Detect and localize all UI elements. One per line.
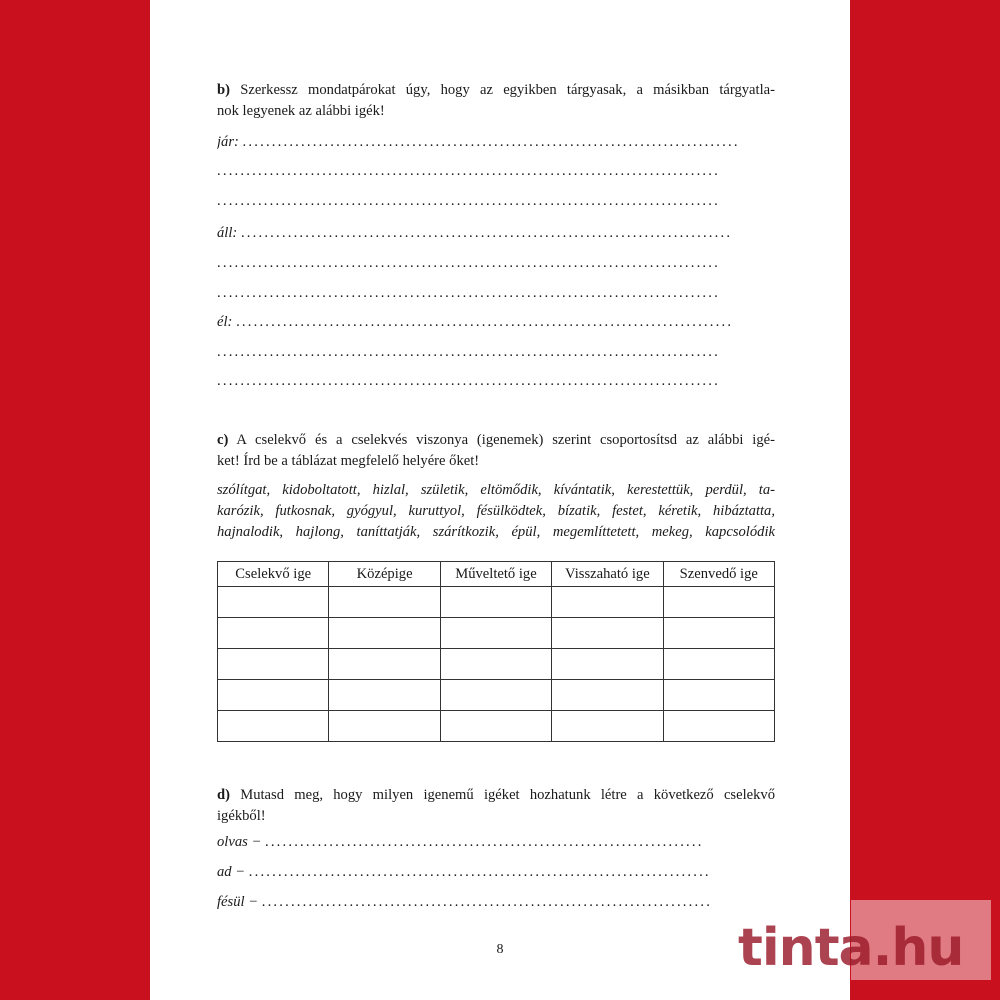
column-header: Műveltető ige bbox=[440, 562, 551, 587]
table-cell[interactable] bbox=[218, 680, 329, 711]
table-cell[interactable] bbox=[440, 711, 551, 742]
section-b-text-2: nok legyenek az alábbi igék! bbox=[217, 103, 385, 119]
answer-line[interactable]: ...................................................................................... bbox=[217, 373, 720, 389]
table-cell[interactable] bbox=[552, 618, 663, 649]
table-cell[interactable] bbox=[440, 587, 551, 618]
table-cell[interactable] bbox=[663, 649, 774, 680]
answer-line[interactable]: ...................................................................................... bbox=[217, 193, 720, 209]
table-cell[interactable] bbox=[440, 618, 551, 649]
section-c-text-1: A cselekvő és a cselekvés viszonya (igenemek) szerint csoportosítsd az alábbi igé- bbox=[236, 432, 775, 448]
column-header: Cselekvő ige bbox=[218, 562, 329, 587]
section-d-letter: d) bbox=[217, 787, 230, 803]
verb-list bbox=[217, 480, 775, 543]
answer-line[interactable]: jár: ..................................................................................... bbox=[217, 134, 740, 150]
table-cell[interactable] bbox=[552, 680, 663, 711]
table-cell[interactable] bbox=[218, 618, 329, 649]
table-cell[interactable] bbox=[663, 618, 774, 649]
table-cell[interactable] bbox=[552, 711, 663, 742]
answer-line[interactable]: ...................................................................................... bbox=[217, 285, 720, 301]
section-d-instruction bbox=[217, 785, 775, 827]
column-header: Visszaható ige bbox=[552, 562, 663, 587]
section-b-letter: b) bbox=[217, 82, 230, 98]
table-row bbox=[218, 587, 775, 618]
section-c-text-2: ket! Írd be a táblázat megfelelő helyére őket! bbox=[217, 453, 480, 469]
table-cell[interactable] bbox=[218, 587, 329, 618]
table-row bbox=[218, 711, 775, 742]
section-b-instruction bbox=[217, 80, 775, 122]
table-cell[interactable] bbox=[440, 680, 551, 711]
table-cell[interactable] bbox=[218, 711, 329, 742]
section-c-instruction bbox=[217, 430, 775, 472]
verb-list-line: hajnalodik, hajlong, taníttatják, szárítkozik, épül, megemlíttetett, mekeg, kapcsolódik bbox=[217, 524, 775, 540]
table-cell[interactable] bbox=[329, 680, 440, 711]
verb-list-line: karózik, futkosnak, gyógyul, kuruttyol, fésülködtek, bízatik, festet, kéretik, hibáztatta, bbox=[217, 503, 775, 519]
table-row bbox=[218, 618, 775, 649]
table-cell[interactable] bbox=[329, 618, 440, 649]
table-cell[interactable] bbox=[329, 711, 440, 742]
table-row bbox=[218, 680, 775, 711]
table-cell[interactable] bbox=[440, 649, 551, 680]
table-cell[interactable] bbox=[329, 587, 440, 618]
answer-line[interactable]: olvas − ........................................................................... bbox=[217, 834, 704, 850]
answer-line[interactable]: áll: .................................................................................... bbox=[217, 225, 733, 241]
answer-line[interactable]: ...................................................................................... bbox=[217, 255, 720, 271]
answer-line[interactable]: fésül − ............................................................................. bbox=[217, 894, 713, 910]
table-cell[interactable] bbox=[552, 649, 663, 680]
table-row bbox=[218, 649, 775, 680]
verb-list-line: szólítgat, kidoboltatott, hizlal, születik, eltömődik, kívántatik, kerestettük, perdül, ta- bbox=[217, 482, 775, 498]
verb-classification-table bbox=[217, 561, 775, 742]
table-cell[interactable] bbox=[552, 587, 663, 618]
table-cell[interactable] bbox=[663, 711, 774, 742]
table-cell[interactable] bbox=[663, 680, 774, 711]
page-number: 8 bbox=[496, 942, 504, 957]
section-c-letter: c) bbox=[217, 432, 229, 448]
answer-line[interactable]: ...................................................................................... bbox=[217, 163, 720, 179]
table-cell[interactable] bbox=[329, 649, 440, 680]
table-cell[interactable] bbox=[218, 649, 329, 680]
answer-line[interactable]: ad − ............................................................................... bbox=[217, 864, 711, 880]
table-cell[interactable] bbox=[663, 587, 774, 618]
answer-line[interactable]: ...................................................................................... bbox=[217, 344, 720, 360]
table-header-row bbox=[218, 562, 775, 587]
section-d-text-1: Mutasd meg, hogy milyen igenemű igéket hozhatunk létre a következő cselekvő bbox=[240, 787, 776, 803]
section-b-text-1: Szerkessz mondatpárokat úgy, hogy az egyikben tárgyasak, a másikban tárgyatla- bbox=[240, 82, 775, 98]
column-header: Középige bbox=[329, 562, 440, 587]
workbook-page bbox=[150, 0, 850, 1000]
section-d-text-2: igékből! bbox=[217, 808, 266, 824]
watermark-logo: tinta.hu bbox=[738, 918, 964, 978]
column-header: Szenvedő ige bbox=[663, 562, 774, 587]
answer-line[interactable]: él: ..................................................................................... bbox=[217, 314, 734, 330]
